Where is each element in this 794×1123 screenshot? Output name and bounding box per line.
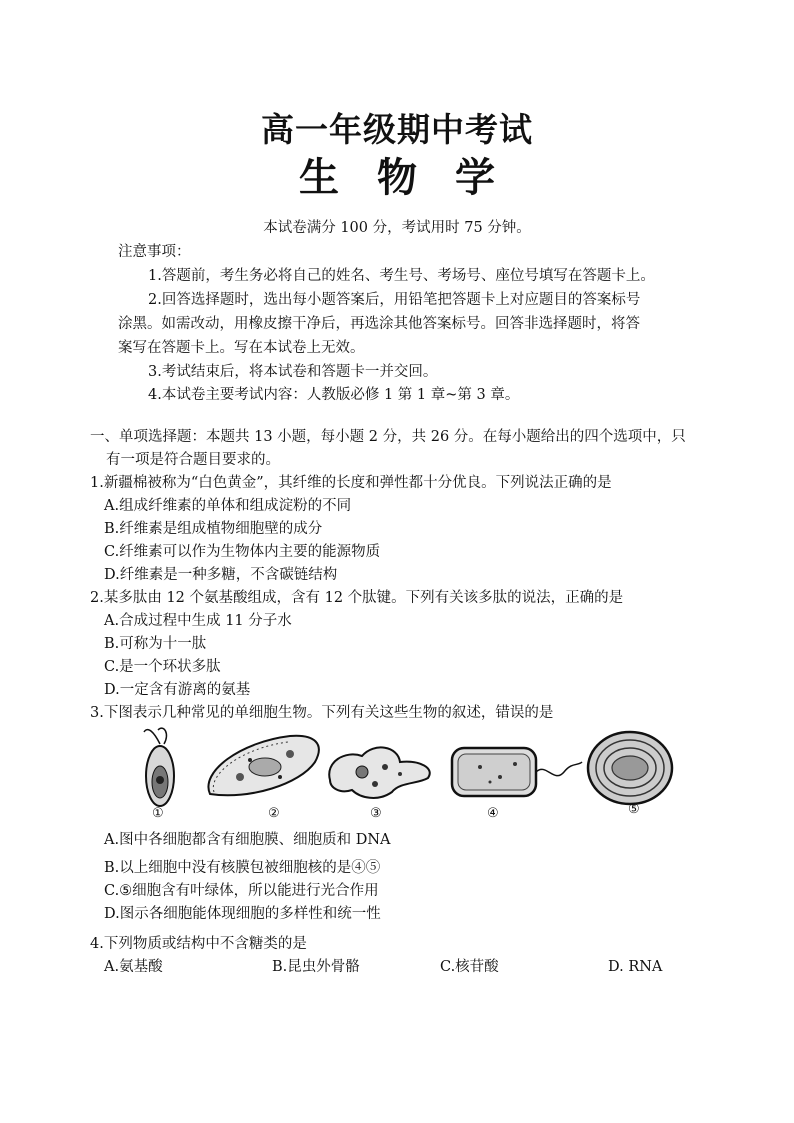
question-4-option-b: B.昆虫外骨骼 (272, 959, 360, 975)
note-4: 4.本试卷主要考试内容：人教版必修 1 第 1 章~第 3 章。 (148, 387, 520, 403)
question-2-option-c: C.是一个环状多肽 (104, 659, 221, 675)
question-2-option-d: D.一定含有游离的氨基 (104, 682, 251, 698)
question-1-option-b: B.纤维素是组成植物细胞壁的成分 (104, 521, 323, 537)
question-1-stem: 1.新疆棉被称为“白色黄金”，其纤维的长度和弹性都十分优良。下列说法正确的是 (90, 475, 612, 491)
question-4-option-c: C.核苷酸 (440, 959, 499, 975)
question-1-option-a: A.组成纤维素的单体和组成淀粉的不同 (104, 498, 352, 514)
note-2-cont2: 案写在答题卡上。写在本试卷上无效。 (118, 340, 365, 356)
figure-label-3: ③ (370, 806, 382, 821)
cell-4-drawing (452, 748, 582, 796)
figure-label-1: ① (152, 806, 164, 821)
cell-5-drawing (588, 732, 672, 804)
cell-3-drawing (329, 747, 430, 797)
question-2-option-a: A.合成过程中生成 11 分子水 (104, 613, 292, 629)
cell-2-drawing (208, 736, 318, 796)
question-2-option-b: B.可称为十一肽 (104, 636, 207, 652)
question-3-option-a: A.图中各细胞都含有细胞膜、细胞质和 DNA (104, 832, 391, 848)
figure-label-5: ⑤ (628, 802, 640, 817)
notice-label: 注意事项： (118, 244, 191, 260)
exam-title: 高一年级期中考试 (261, 110, 533, 149)
question-1-option-d: D.纤维素是一种多糖，不含碳链结构 (104, 567, 338, 583)
note-2-cont: 涂黑。如需改动，用橡皮擦干净后，再选涂其他答案标号。回答非选择题时，将答 (118, 316, 640, 332)
question-3-option-c: C.⑤细胞含有叶绿体，所以能进行光合作用 (104, 883, 379, 899)
subject-title: 生物学 (299, 154, 533, 201)
note-3: 3.考试结束后，将本试卷和答题卡一并交回。 (148, 364, 438, 380)
figure-label-4: ④ (487, 806, 499, 821)
question-4-option-a: A.氨基酸 (104, 959, 163, 975)
question-3-option-b: B.以上细胞中没有核膜包被细胞核的是④⑤ (104, 860, 381, 876)
question-3-option-d: D.图示各细胞能体现细胞的多样性和统一性 (104, 906, 381, 922)
question-4-stem: 4.下列物质或结构中不含糖类的是 (90, 936, 307, 952)
exam-info: 本试卷满分 100 分，考试用时 75 分钟。 (263, 220, 531, 236)
question-4-option-d: D. RNA (608, 959, 663, 975)
figure-label-2: ② (268, 806, 280, 821)
note-1: 1.答题前，考生务必将自己的姓名、考生号、考场号、座位号填写在答题卡上。 (148, 268, 655, 284)
section-heading-cont: 有一项是符合题目要求的。 (106, 452, 280, 468)
section-heading: 一、单项选择题：本题共 13 小题，每小题 2 分，共 26 分。在每小题给出的四个选项中，只 (90, 429, 686, 445)
question-2-stem: 2.某多肽由 12 个氨基酸组成，含有 12 个肽键。下列有关该多肽的说法，正确的是 (90, 590, 624, 606)
note-2: 2.回答选择题时，选出每小题答案后，用铅笔把答题卡上对应题目的答案标号 (148, 292, 641, 308)
question-1-option-c: C.纤维素可以作为生物体内主要的能源物质 (104, 544, 381, 560)
question-3-stem: 3.下图表示几种常见的单细胞生物。下列有关这些生物的叙述，错误的是 (90, 705, 554, 721)
cell-1-drawing (144, 728, 174, 806)
cell-illustrations (130, 722, 690, 822)
cell-figure (130, 722, 690, 822)
